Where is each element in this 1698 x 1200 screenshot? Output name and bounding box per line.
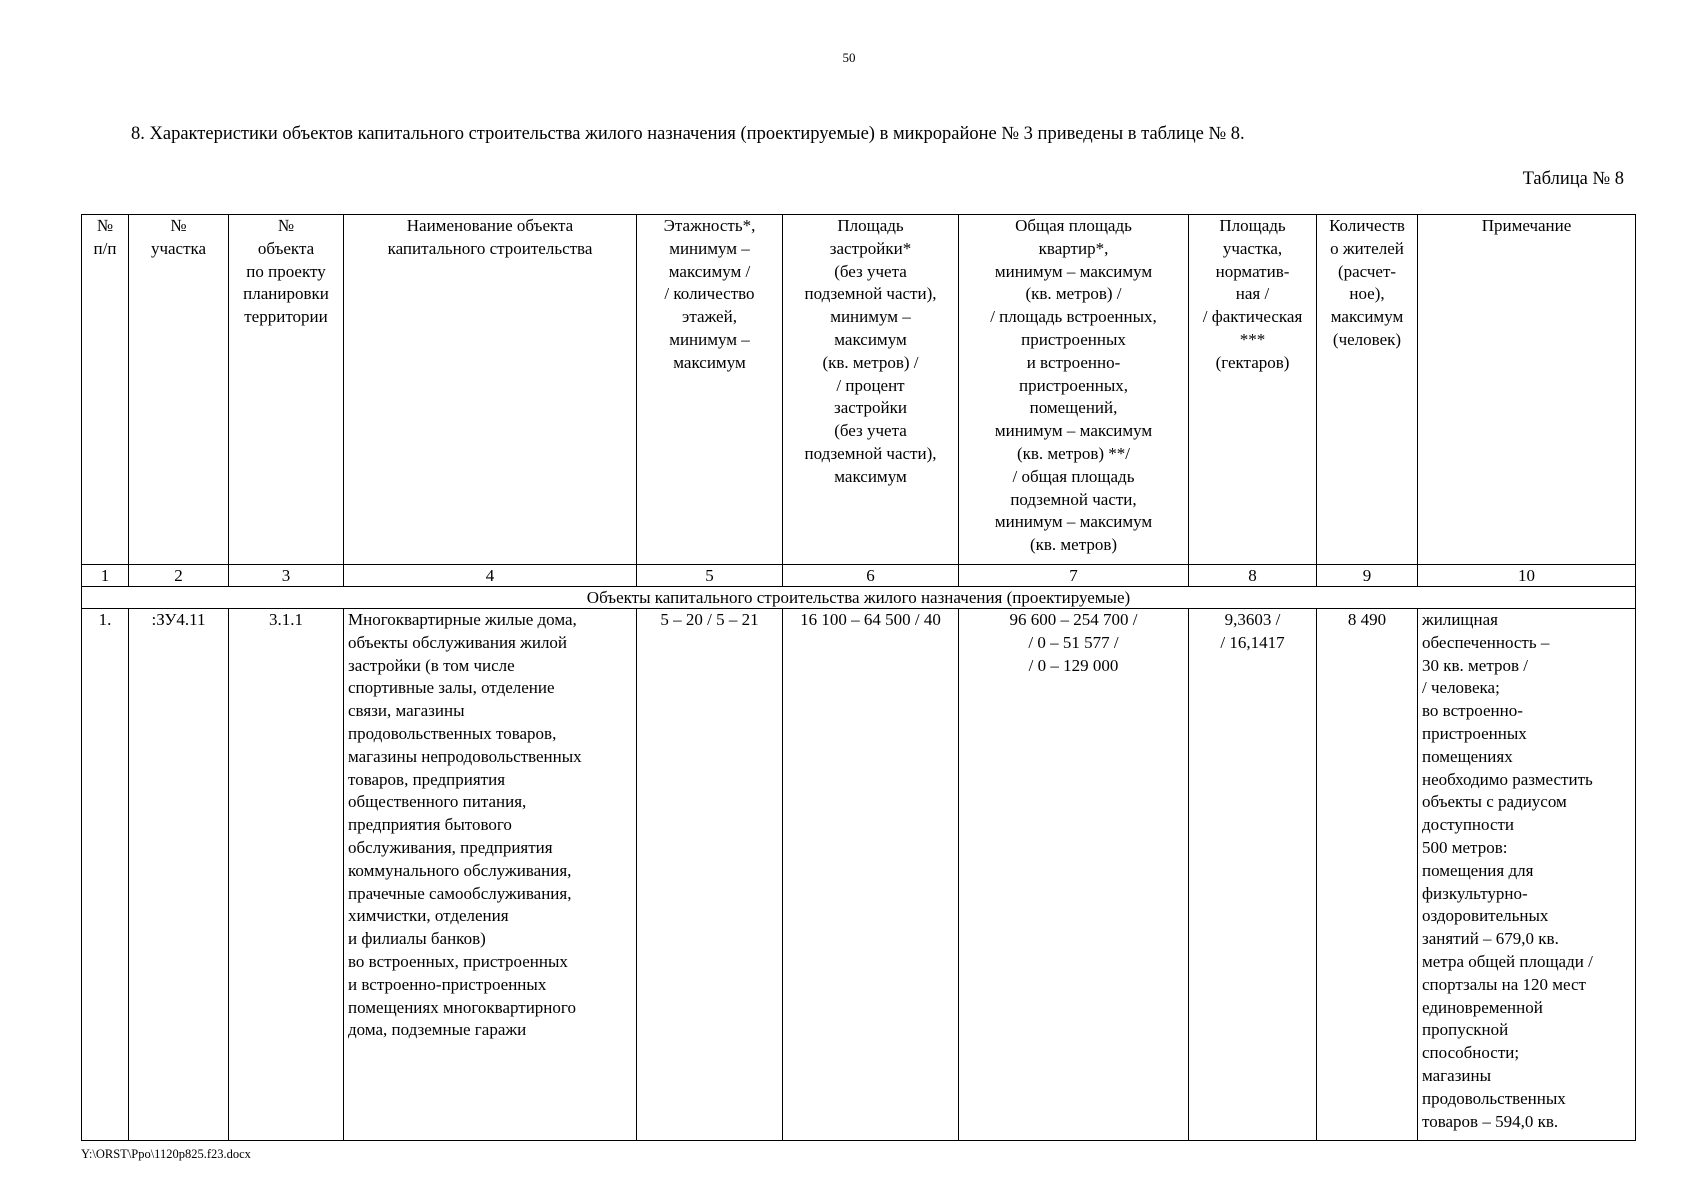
col-header-plot-area: Площадь участка, норматив- ная / / фактическая *** (гектаров) [1189, 215, 1317, 565]
cell-building-area: 16 100 – 64 500 / 40 [783, 609, 959, 1141]
column-number: 8 [1189, 565, 1317, 587]
column-number: 7 [959, 565, 1189, 587]
cell-row-number: 1. [82, 609, 129, 1141]
table-row [82, 609, 1636, 1141]
column-number-row [82, 565, 1636, 587]
cell-plot-area: 9,3603 / / 16,1417 [1189, 609, 1317, 1141]
section-heading-row [82, 587, 1636, 609]
col-header-object-name: Наименование объекта капитального строительства [344, 215, 637, 565]
cell-object-name: Многоквартирные жилые дома, объекты обслуживания жилой застройки (в том числе спортивные залы, отделение связи, магазины продовольственных товаров, магазины непродовольственных товаров, предприятия общественного питания, предприятия бытового обслуживания, предприятия коммунального обслуживания, прачечные самообслуживания, химчистки, отделения и филиалы банков) во встроенных, пристроенных и встроенно-пристроенных помещениях многоквартирного дома, подземные гаражи [344, 609, 637, 1141]
cell-floors: 5 – 20 / 5 – 21 [637, 609, 783, 1141]
column-number: 1 [82, 565, 129, 587]
cell-residents: 8 490 [1317, 609, 1418, 1141]
column-number: 4 [344, 565, 637, 587]
col-header-building-area: Площадь застройки* (без учета подземной части), минимум – максимум (кв. метров) / / процент застройки (без учета подземной части), максимум [783, 215, 959, 565]
column-number: 9 [1317, 565, 1418, 587]
col-header-apartment-area: Общая площадь квартир*, минимум – максимум (кв. метров) / / площадь встроенных, пристроенных и встроенно- пристроенных, помещений, минимум – максимум (кв. метров) **/ / общая площадь подземной части, минимум – максимум (кв. метров) [959, 215, 1189, 565]
cell-plot-number: :ЗУ4.11 [129, 609, 229, 1141]
col-header-note: Примечание [1418, 215, 1636, 565]
column-number: 10 [1418, 565, 1636, 587]
column-number: 2 [129, 565, 229, 587]
column-number: 3 [229, 565, 344, 587]
cell-note: жилищная обеспеченность – 30 кв. метров / / человека; во встроенно- пристроенных помещениях необходимо разместить объекты с радиусом доступности 500 метров: помещения для физкультурно- оздоровительных занятий – 679,0 кв. метра общей площади / спортзалы на 120 мест единовременной пропускной способности; магазины продовольственных товаров – 594,0 кв. [1418, 609, 1636, 1141]
col-header-floors: Этажность*, минимум – максимум / / количество этажей, минимум – максимум [637, 215, 783, 565]
cell-object-number: 3.1.1 [229, 609, 344, 1141]
characteristics-table [81, 214, 1636, 1141]
column-number: 5 [637, 565, 783, 587]
column-number: 6 [783, 565, 959, 587]
cell-apartment-area: 96 600 – 254 700 / / 0 – 51 577 / / 0 – 129 000 [959, 609, 1189, 1141]
table-label: Таблица № 8 [1522, 169, 1624, 189]
col-header-plot-number: № участка [129, 215, 229, 565]
intro-paragraph: 8. Характеристики объектов капитального строительства жилого назначения (проектируемые) в микрорайоне № 3 приведены в таблице № 8. [131, 124, 1245, 144]
table-header-row [82, 215, 1636, 565]
col-header-row-number: № п/п [82, 215, 129, 565]
footer-file-path: Y:\ORST\Ppo\1120p825.f23.docx [81, 1147, 251, 1161]
section-title: Объекты капитального строительства жилого назначения (проектируемые) [82, 587, 1636, 609]
page-number: 50 [842, 50, 856, 65]
col-header-object-number: № объекта по проекту планировки территории [229, 215, 344, 565]
col-header-residents: Количеств о жителей (расчет- ное), максимум (человек) [1317, 215, 1418, 565]
